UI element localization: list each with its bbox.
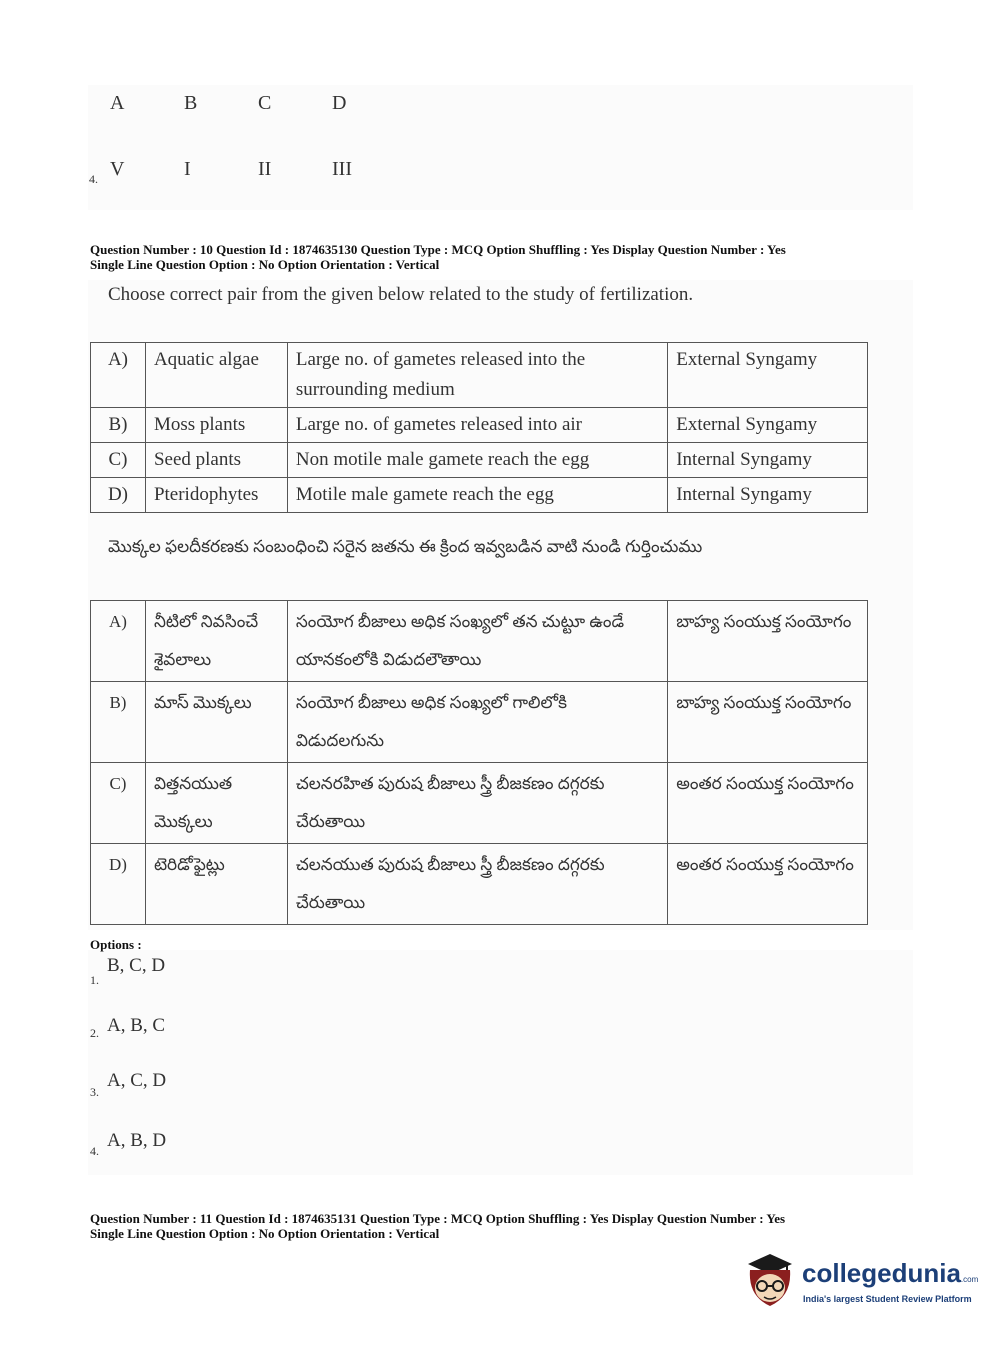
question-text-telugu: మొక్కల ఫలదీకరణకు సంబంధించి సరైన జతను ఈ క్రింద ఇవ్వబడిన వాటి నుండి గుర్తించుము [108, 537, 703, 556]
description-cell: Large no. of gametes released into the surrounding medium [287, 343, 667, 408]
option-text: A, C, D [107, 1070, 167, 1091]
syngamy-cell: అంతర సంయుక్త సంయోగం [668, 844, 868, 925]
table-row [91, 844, 868, 925]
plant-cell: Aquatic algae [145, 343, 287, 408]
plant-cell: Pteridophytes [145, 478, 287, 513]
telugu-pairs-table [90, 600, 868, 925]
table-row [91, 408, 868, 443]
option-number: 2. [90, 1026, 99, 1040]
match-header: B [184, 92, 198, 114]
question-meta [90, 242, 786, 272]
description-cell: సంయోగ బీజాలు అధిక సంఖ్యలో తన చుట్టూ ఉండే యానకంలోకి విడుదలౌతాయి [287, 601, 667, 682]
syngamy-cell: బాహ్య సంయుక్త సంయోగం [668, 601, 868, 682]
plant-cell: నీటిలో నివసించే శైవలాలు [145, 601, 287, 682]
table-row [91, 443, 868, 478]
question-meta [90, 1211, 785, 1241]
row-label: B) [91, 408, 146, 443]
syngamy-cell: Internal Syngamy [668, 478, 868, 513]
option-text: A, B, D [107, 1130, 167, 1151]
match-value: II [258, 158, 272, 180]
plant-cell: టెరిడోఫైట్లు [145, 844, 287, 925]
syngamy-cell: బాహ్య సంయుక్త సంయోగం [668, 682, 868, 763]
row-label: A) [91, 343, 146, 408]
row-label: C) [91, 443, 146, 478]
match-header: C [258, 92, 272, 114]
option-number: 4. [90, 1144, 99, 1158]
collegedunia-logo [740, 1250, 979, 1320]
row-label: D) [91, 844, 146, 925]
mascot-icon [740, 1250, 800, 1312]
syngamy-cell: అంతర సంయుక్త సంయోగం [668, 763, 868, 844]
question-meta-line: Single Line Question Option : No Option Orientation : Vertical [90, 1226, 440, 1241]
match-value: I [184, 158, 191, 180]
row-label: B) [91, 682, 146, 763]
row-label: D) [91, 478, 146, 513]
option-number: 4. [89, 172, 98, 186]
row-label: C) [91, 763, 146, 844]
plant-cell: Moss plants [145, 408, 287, 443]
question-text-english: Choose correct pair from the given below related to the study of fertilization. [108, 284, 694, 305]
option-number: 1. [90, 973, 99, 987]
english-pairs-table [90, 342, 868, 513]
option-number: 3. [90, 1085, 99, 1099]
table-row [91, 763, 868, 844]
syngamy-cell: External Syngamy [668, 408, 868, 443]
description-cell: Motile male gamete reach the egg [287, 478, 667, 513]
question-meta-line: Question Number : 10 Question Id : 1874635130 Question Type : MCQ Option Shuffling : Yes Display Question Number : Yes [90, 242, 786, 257]
description-cell: Large no. of gametes released into air [287, 408, 667, 443]
match-header: A [110, 92, 125, 114]
question-meta-line: Single Line Question Option : No Option Orientation : Vertical [90, 257, 440, 272]
table-row [91, 478, 868, 513]
description-cell: సంయోగ బీజాలు అధిక సంఖ్యలో గాలిలోకి విడుదలగును [287, 682, 667, 763]
table-row [91, 682, 868, 763]
option-text: B, C, D [107, 955, 166, 976]
syngamy-cell: Internal Syngamy [668, 443, 868, 478]
description-cell: Non motile male gamete reach the egg [287, 443, 667, 478]
plant-cell: విత్తనయుత మొక్కలు [145, 763, 287, 844]
match-header: D [332, 92, 347, 114]
plant-cell: Seed plants [145, 443, 287, 478]
row-label: A) [91, 601, 146, 682]
match-header-row [110, 92, 370, 118]
description-cell: చలనరహిత పురుష బీజాలు స్త్రీ బీజకణం దగ్గరకు చేరుతాయి [287, 763, 667, 844]
plant-cell: మాస్ మొక్కలు [145, 682, 287, 763]
table-row [91, 601, 868, 682]
question-meta-line: Question Number : 11 Question Id : 1874635131 Question Type : MCQ Option Shuffling : Yes Display Question Number : Yes [90, 1211, 786, 1226]
syngamy-cell: External Syngamy [668, 343, 868, 408]
match-values-row [110, 158, 370, 184]
description-cell: చలనయుత పురుష బీజాలు స్త్రీ బీజకణం దగ్గరకు చేరుతాయి [287, 844, 667, 925]
match-value: III [332, 158, 352, 180]
brand-name: collegedunia.com [802, 1258, 979, 1288]
match-value: V [110, 158, 125, 180]
option-text: A, B, C [107, 1015, 166, 1036]
brand-tagline: India's largest Student Review Platform [803, 1294, 972, 1304]
scan-area [88, 950, 913, 1175]
options-label: Options : [90, 937, 142, 952]
table-row [91, 343, 868, 408]
